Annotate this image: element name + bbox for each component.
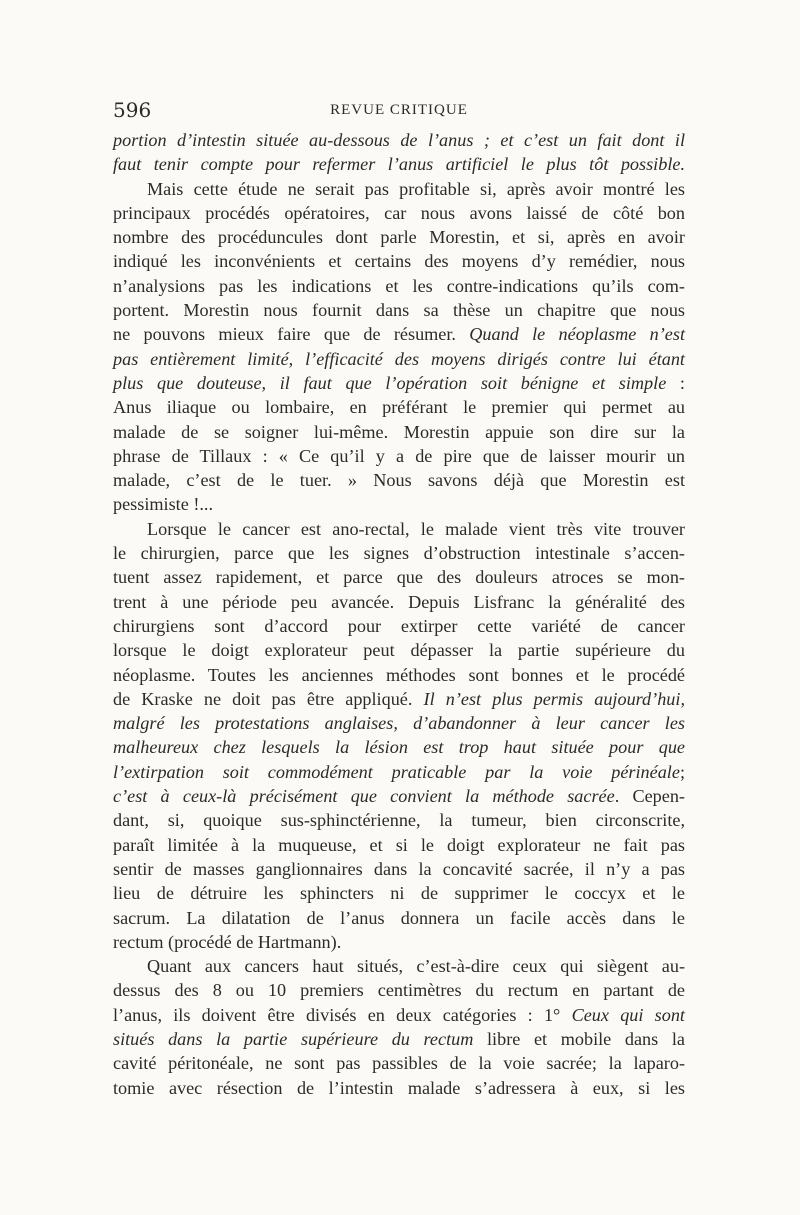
- italic-text: c’est à ceux-là précisément que convient la méthode sacrée: [113, 786, 615, 807]
- roman-text: lorsque le doigt explorateur peut dépasser la partie supérieure du: [113, 640, 685, 661]
- text-line: [113, 420, 685, 444]
- roman-text: Mais cette étude ne serait pas profitable si, après avoir montré les: [147, 178, 685, 199]
- page-header: [113, 98, 685, 124]
- roman-text: malade, c’est de le tuer. » Nous savons déjà que Morestin est: [113, 470, 685, 491]
- roman-text: ;: [679, 761, 685, 782]
- italic-text: Ceux qui sont: [571, 1004, 685, 1025]
- text-line: [113, 760, 685, 784]
- text-line: [113, 1027, 685, 1051]
- roman-text: le chirurgien, parce que les signes d’obstruction intestinale s’accen-: [113, 543, 685, 564]
- roman-text: portent. Morestin nous fournit dans sa thèse un chapitre que nous: [113, 300, 685, 321]
- italic-text: malheureux chez lesquels la lésion est trop haut située pour que: [113, 737, 685, 758]
- roman-text: principaux procédés opératoires, car nous avons laissé de côté bon: [113, 202, 685, 223]
- text-line: [113, 930, 685, 954]
- roman-text: Quant aux cancers haut situés, c’est-à-dire ceux qui siègent au-: [147, 956, 685, 977]
- text-line: [113, 201, 685, 225]
- italic-text: faut tenir compte pour refermer l’anus artificiel le plus tôt possible.: [113, 154, 685, 175]
- roman-text: pessimiste !...: [113, 494, 214, 515]
- text-line: [113, 492, 685, 516]
- running-head: REVUE CRITIQUE: [330, 102, 468, 118]
- roman-text: nombre des procéduncules dont parle Morestin, et si, après en avoir: [113, 227, 685, 248]
- text-line: [113, 590, 685, 614]
- roman-text: indiqué les inconvénients et certains des moyens d’y remédier, nous: [113, 251, 685, 272]
- body-text: [113, 128, 685, 1100]
- text-line: [113, 347, 685, 371]
- italic-text: situés dans la partie supérieure du rectum: [113, 1028, 474, 1049]
- roman-text: sentir de masses ganglionnaires dans la concavité sacrée, il n’y a pas: [113, 858, 685, 879]
- text-line: [113, 395, 685, 419]
- roman-text: chirurgiens sont d’accord pour extirper cette variété de cancer: [113, 615, 685, 636]
- text-line: [113, 371, 685, 395]
- text-line: [113, 1051, 685, 1075]
- roman-text: :: [666, 372, 685, 393]
- italic-text: Il n’est plus permis aujourd’hui,: [423, 688, 685, 709]
- roman-text: dant, si, quoique sus-sphinctérienne, la tumeur, bien circonscrite,: [113, 810, 685, 831]
- text-line: [113, 225, 685, 249]
- roman-text: paraît limitée à la muqueuse, et si le doigt explorateur ne fait pas: [113, 834, 685, 855]
- roman-text: phrase de Tillaux : « Ce qu’il y a de pire que de laisser mourir un: [113, 445, 685, 466]
- text-line: [113, 881, 685, 905]
- text-line: [113, 517, 685, 541]
- roman-text: . Cepen-: [614, 786, 685, 807]
- page-number: 596: [113, 98, 152, 122]
- text-line: [113, 249, 685, 273]
- roman-text: n’analysions pas les indications et les contre-indications qu’ils com-: [113, 275, 685, 296]
- roman-text: cavité péritonéale, ne sont pas passibles de la voie sacrée; la laparo-: [113, 1053, 685, 1074]
- italic-text: l’extirpation soit commodément praticable par la voie périnéale: [113, 761, 680, 782]
- text-line: [113, 663, 685, 687]
- roman-text: dessus des 8 ou 10 premiers centimètres du rectum en partant de: [113, 980, 685, 1001]
- roman-text: lieu de détruire les sphincters ni de supprimer le coccyx et le: [113, 883, 685, 904]
- text-line: [113, 954, 685, 978]
- roman-text: l’anus, ils doivent être divisés en deux catégories : 1°: [113, 1004, 572, 1025]
- text-line: [113, 1076, 685, 1100]
- text-line: [113, 687, 685, 711]
- roman-text: libre et mobile dans la: [473, 1028, 685, 1049]
- italic-text: portion d’intestin située au-dessous de l’anus ; et c’est un fait dont il: [113, 130, 685, 150]
- roman-text: tomie avec résection de l’intestin malade s’adressera à eux, si les: [113, 1077, 685, 1098]
- roman-text: de Kraske ne doit pas être appliqué.: [113, 688, 424, 709]
- text-line: [113, 444, 685, 468]
- text-line: [113, 735, 685, 759]
- text-line: [113, 711, 685, 735]
- text-line: [113, 541, 685, 565]
- roman-text: malade de se soigner lui-même. Morestin appuie son dire sur la: [113, 421, 685, 442]
- text-line: [113, 152, 685, 176]
- text-line: [113, 1003, 685, 1027]
- roman-text: tuent assez rapidement, et parce que des douleurs atroces se mon-: [113, 567, 685, 588]
- italic-text: Quand le néoplasme n’est: [469, 324, 685, 345]
- text-line: [113, 808, 685, 832]
- text-line: [113, 128, 685, 152]
- roman-text: néoplasme. Toutes les anciennes méthodes sont bonnes et le procédé: [113, 664, 685, 685]
- italic-text: pas entièrement limité, l’efficacité des moyens dirigés contre lui étant: [113, 348, 685, 369]
- text-line: [113, 833, 685, 857]
- text-line: [113, 468, 685, 492]
- italic-text: plus que douteuse, il faut que l’opération soit bénigne et simple: [113, 372, 667, 393]
- roman-text: rectum (procédé de Hartmann).: [113, 931, 342, 952]
- text-line: [113, 906, 685, 930]
- roman-text: trent à une période peu avancée. Depuis Lisfranc la généralité des: [113, 591, 685, 612]
- roman-text: sacrum. La dilatation de l’anus donnera un facile accès dans le: [113, 907, 685, 928]
- text-line: [113, 857, 685, 881]
- text-line: [113, 638, 685, 662]
- text-line: [113, 177, 685, 201]
- text-line: [113, 322, 685, 346]
- roman-text: Anus iliaque ou lombaire, en préférant le premier qui permet au: [113, 397, 685, 418]
- roman-text: Lorsque le cancer est ano-rectal, le malade vient très vite trouver: [147, 518, 685, 539]
- roman-text: ne pouvons mieux faire que de résumer.: [113, 324, 470, 345]
- text-line: [113, 784, 685, 808]
- italic-text: malgré les protestations anglaises, d’abandonner à leur cancer les: [113, 713, 685, 734]
- text-line: [113, 565, 685, 589]
- text-line: [113, 614, 685, 638]
- text-line: [113, 298, 685, 322]
- text-line: [113, 274, 685, 298]
- text-line: [113, 978, 685, 1002]
